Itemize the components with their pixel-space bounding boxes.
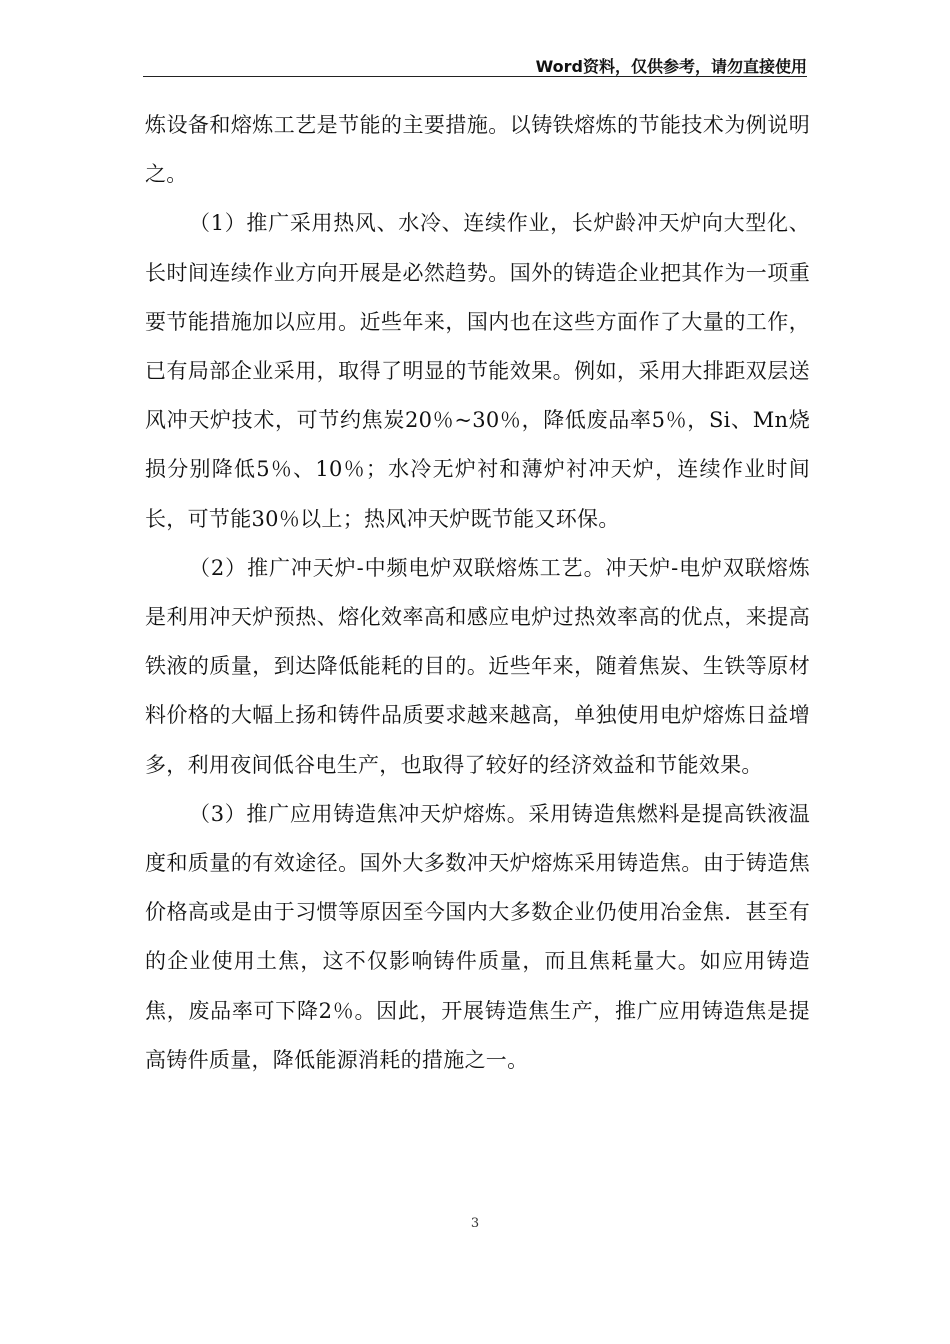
header-disclaimer: Word资料，仅供参考，请勿直接使用: [535, 57, 807, 76]
page-number: 3: [470, 1216, 480, 1231]
paragraph-item-3: （3）推广应用铸造焦冲天炉熔炼。采用铸造焦燃料是提高铁液温度和质量的有效途径。国外大多数冲天炉熔炼采用铸造焦。由于铸造焦价格高或是由于习惯等原因至今国内大多数企业仍使用冶金焦．甚至有的企业使用土焦，这不仅影响铸件质量，而且焦耗量大。如应用铸造焦，废品率可下降2％。因此，开展铸造焦生产，推广应用铸造焦是提高铸件质量，降低能源消耗的措施之一。: [145, 801, 810, 1072]
page-header: [143, 46, 807, 77]
document-body: [145, 101, 810, 1085]
paragraph-item-1: （1）推广采用热风、水冷、连续作业，长炉龄冲天炉向大型化、长时间连续作业方向开展是必然趋势。国外的铸造企业把其作为一项重要节能措施加以应用。近些年来，国内也在这些方面作了大量的工作，已有局部企业采用，取得了明显的节能效果。例如，采用大排距双层送风冲天炉技术，可节约焦炭20％~30％，降低废品率5％，Si、Mn烧损分别降低5％、10％；水冷无炉衬和薄炉衬冲天炉，连续作业时间长，可节能30％以上；热风冲天炉既节能又环保。: [145, 211, 810, 531]
paragraph-continuation: 炼设备和熔炼工艺是节能的主要措施。以铸铁熔炼的节能技术为例说明之。: [145, 113, 810, 187]
paragraph-item-2: （2）推广冲天炉-中频电炉双联熔炼工艺。冲天炉-电炉双联熔炼是利用冲天炉预热、熔化效率高和感应电炉过热效率高的优点，来提高铁液的质量，到达降低能耗的目的。近些年来，随着焦炭、生铁等原材料价格的大幅上扬和铸件品质要求越来越高，单独使用电炉熔炼日益增多，利用夜间低谷电生产，也取得了较好的经济效益和节能效果。: [145, 555, 810, 777]
